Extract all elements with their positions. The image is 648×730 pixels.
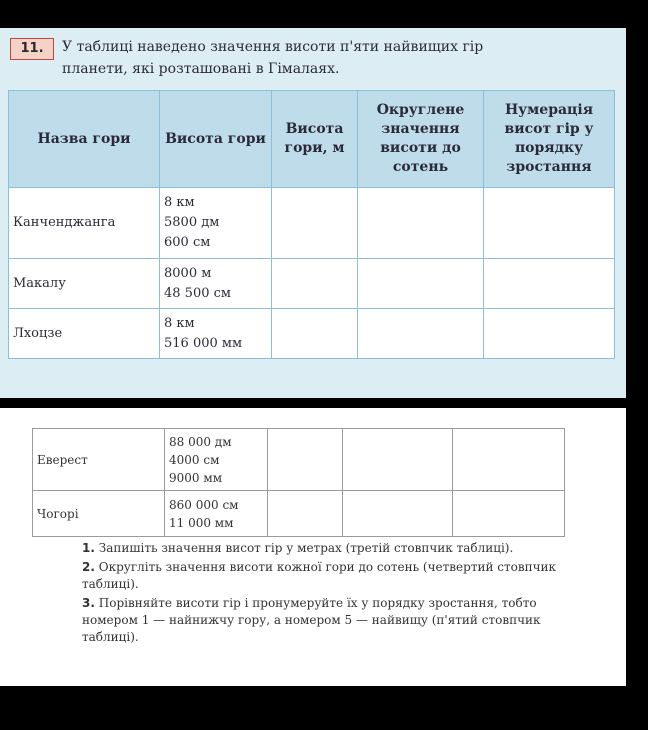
order-cell[interactable] [484,188,615,259]
height-value: 600 см [164,235,211,250]
instruction-number: 2. [82,560,95,574]
rounded-cell[interactable] [358,259,484,309]
header-mountain-name: Назва гори [9,91,160,188]
header-order-number: Нумерація висот гір у порядку зростання [484,91,615,188]
height-values [160,259,272,309]
rounded-cell[interactable] [343,491,453,537]
height-values [160,188,272,259]
rounded-cell[interactable] [358,309,484,359]
order-cell[interactable] [484,259,615,309]
height-value: 4000 см [169,452,220,467]
task-text-line-2: планети, які розташовані в Гімалаях. [62,61,340,77]
table-row [9,188,615,259]
mountain-name: Чогорі [33,491,165,537]
instruction-item [82,595,572,646]
height-value: 8000 м [164,265,212,281]
height-value: 516 000 мм [164,335,243,351]
header-height: Висота гори [160,91,272,188]
mountains-table-continued [32,428,565,537]
instruction-number: 1. [82,541,95,555]
mountains-table [8,90,615,359]
task-text-line-1: У таблиці наведено значення висоти п'яти найвищих гір [62,39,484,55]
mountain-name: Лхоцзе [9,309,160,359]
height-value: 5800 дм [164,215,220,230]
header-height-m: Висота гори, м [272,91,358,188]
order-cell[interactable] [453,491,565,537]
height-m-cell[interactable] [272,188,358,259]
table-row [9,309,615,359]
table-row [9,259,615,309]
rounded-cell[interactable] [343,429,453,491]
height-values [165,429,268,491]
instruction-text: Округліть значення висоти кожної гори до сотень (четвертий стовпчик таблиці). [82,560,557,591]
mountain-name: Канченджанга [9,188,160,259]
table-row [33,429,565,491]
table-row [33,491,565,537]
instruction-text: Порівняйте висоти гір і пронумеруйте їх у порядку зростання, тобто номером 1 — найнижчу гору, а номером 5 — найвищу (п'ятий стовпчик таблиці). [82,596,541,644]
order-cell[interactable] [453,429,565,491]
instruction-item [82,540,572,557]
header-rounded-height: Округлене значення висоти до сотень [358,91,484,188]
height-values [165,491,268,537]
instruction-number: 3. [82,596,95,610]
height-value: 88 000 дм [169,434,232,449]
height-value: 9000 мм [169,470,223,485]
mountain-name: Макалу [9,259,160,309]
height-value: 8 км [164,195,195,210]
height-m-cell[interactable] [268,491,343,537]
height-value: 860 000 см [169,497,239,512]
rounded-cell[interactable] [358,188,484,259]
height-m-cell[interactable] [272,259,358,309]
height-value: 11 000 мм [169,515,234,530]
height-values [160,309,272,359]
instruction-item [82,559,572,593]
height-m-cell[interactable] [272,309,358,359]
instructions-list [82,540,572,648]
table-header-row [9,91,615,188]
task-number-badge: 11. [10,38,54,60]
task-statement [62,36,622,80]
height-value: 8 км [164,315,195,331]
height-value: 48 500 см [164,285,232,301]
height-m-cell[interactable] [268,429,343,491]
mountain-name: Еверест [33,429,165,491]
order-cell[interactable] [484,309,615,359]
instruction-text: Запишіть значення висот гір у метрах (третій стовпчик таблиці). [98,541,514,555]
